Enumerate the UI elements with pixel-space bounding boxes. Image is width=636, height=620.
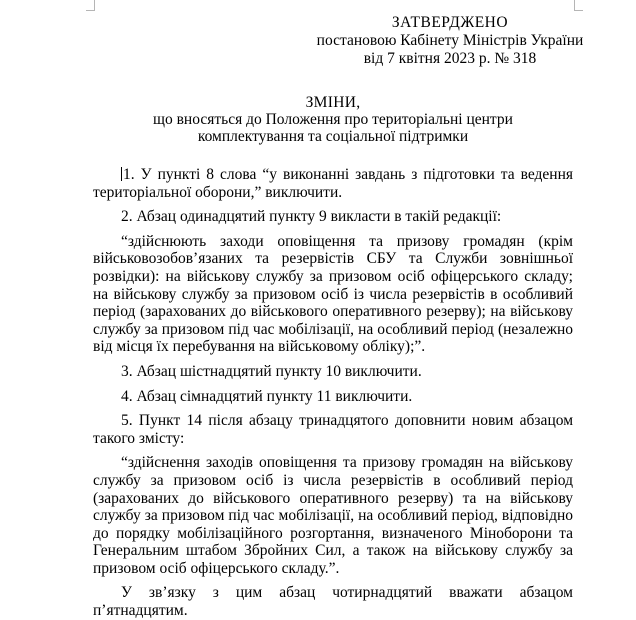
- document-body[interactable]: [93, 166, 573, 620]
- paragraph-1: [93, 166, 573, 201]
- margin-corner-mark-right: [574, 0, 583, 11]
- paragraph-1-text: 1. У пункті 8 слова “у виконанні завдань з підготовки та ведення територіальної оборони,” виключити.: [93, 166, 573, 201]
- approval-title: ЗАТВЕРДЖЕНО: [391, 14, 509, 31]
- paragraph-3: 3. Абзац шістнадцятий пункту 10 виключити.: [121, 362, 422, 380]
- heading-subtitle-line2: комплектування та соціальної підтримки: [197, 128, 469, 145]
- text-cursor: [121, 167, 122, 181]
- heading-title: ЗМІНИ,: [305, 94, 361, 111]
- margin-corner-mark-left: [86, 0, 95, 11]
- approval-date-number: від 7 квітня 2023 р. № 318: [363, 50, 537, 67]
- paragraph-2-quote: “здійснюють заходи оповіщення та призову громадян (крім військовозобов’язаних та резервістів СБУ та Служби зовнішньої розвідки): на військову службу за призовом осіб офіцерського складу; на військову службу за призовом осіб із числа резервістів в особливий період (зарахованих до військового оперативного резерву); на військову службу за призовом під час мобілізації, на особливий період (незалежно від місця їх перебування на військовому обліку);”.: [93, 232, 573, 356]
- paragraph-5-quote: “здійснення заходів оповіщення та призову громадян на військову службу за призовом осіб із числа резервістів в особливий період (зарахованих до військового оперативного резерву) та на військову службу за призовом під час мобілізації, на особливий період, відповідно до порядку мобілізаційного розгортання, визначеного Міноборони та Генеральним штабом Збройних Сил, а також на військову службу за призовом осіб офіцерського складу.”.: [93, 454, 573, 577]
- paragraph-4: 4. Абзац сімнадцятий пункту 11 виключити.: [121, 387, 413, 405]
- approval-issuer: постановою Кабінету Міністрів України: [316, 32, 584, 49]
- heading-subtitle-line1: що вносяться до Положення про територіальні центри: [153, 111, 513, 128]
- approval-block: [300, 14, 600, 68]
- paragraph-6: У зв’язку з цим абзац чотирнадцятий вважати абзацом п’ятнадцятим.: [93, 584, 573, 620]
- paragraph-5: 5. Пункт 14 після абзацу тринадцятого доповнити новим абзацом такого змісту:: [93, 412, 573, 447]
- document-heading: [93, 94, 573, 145]
- paragraph-2: 2. Абзац одинадцятий пункту 9 викласти в такій редакції:: [121, 208, 502, 226]
